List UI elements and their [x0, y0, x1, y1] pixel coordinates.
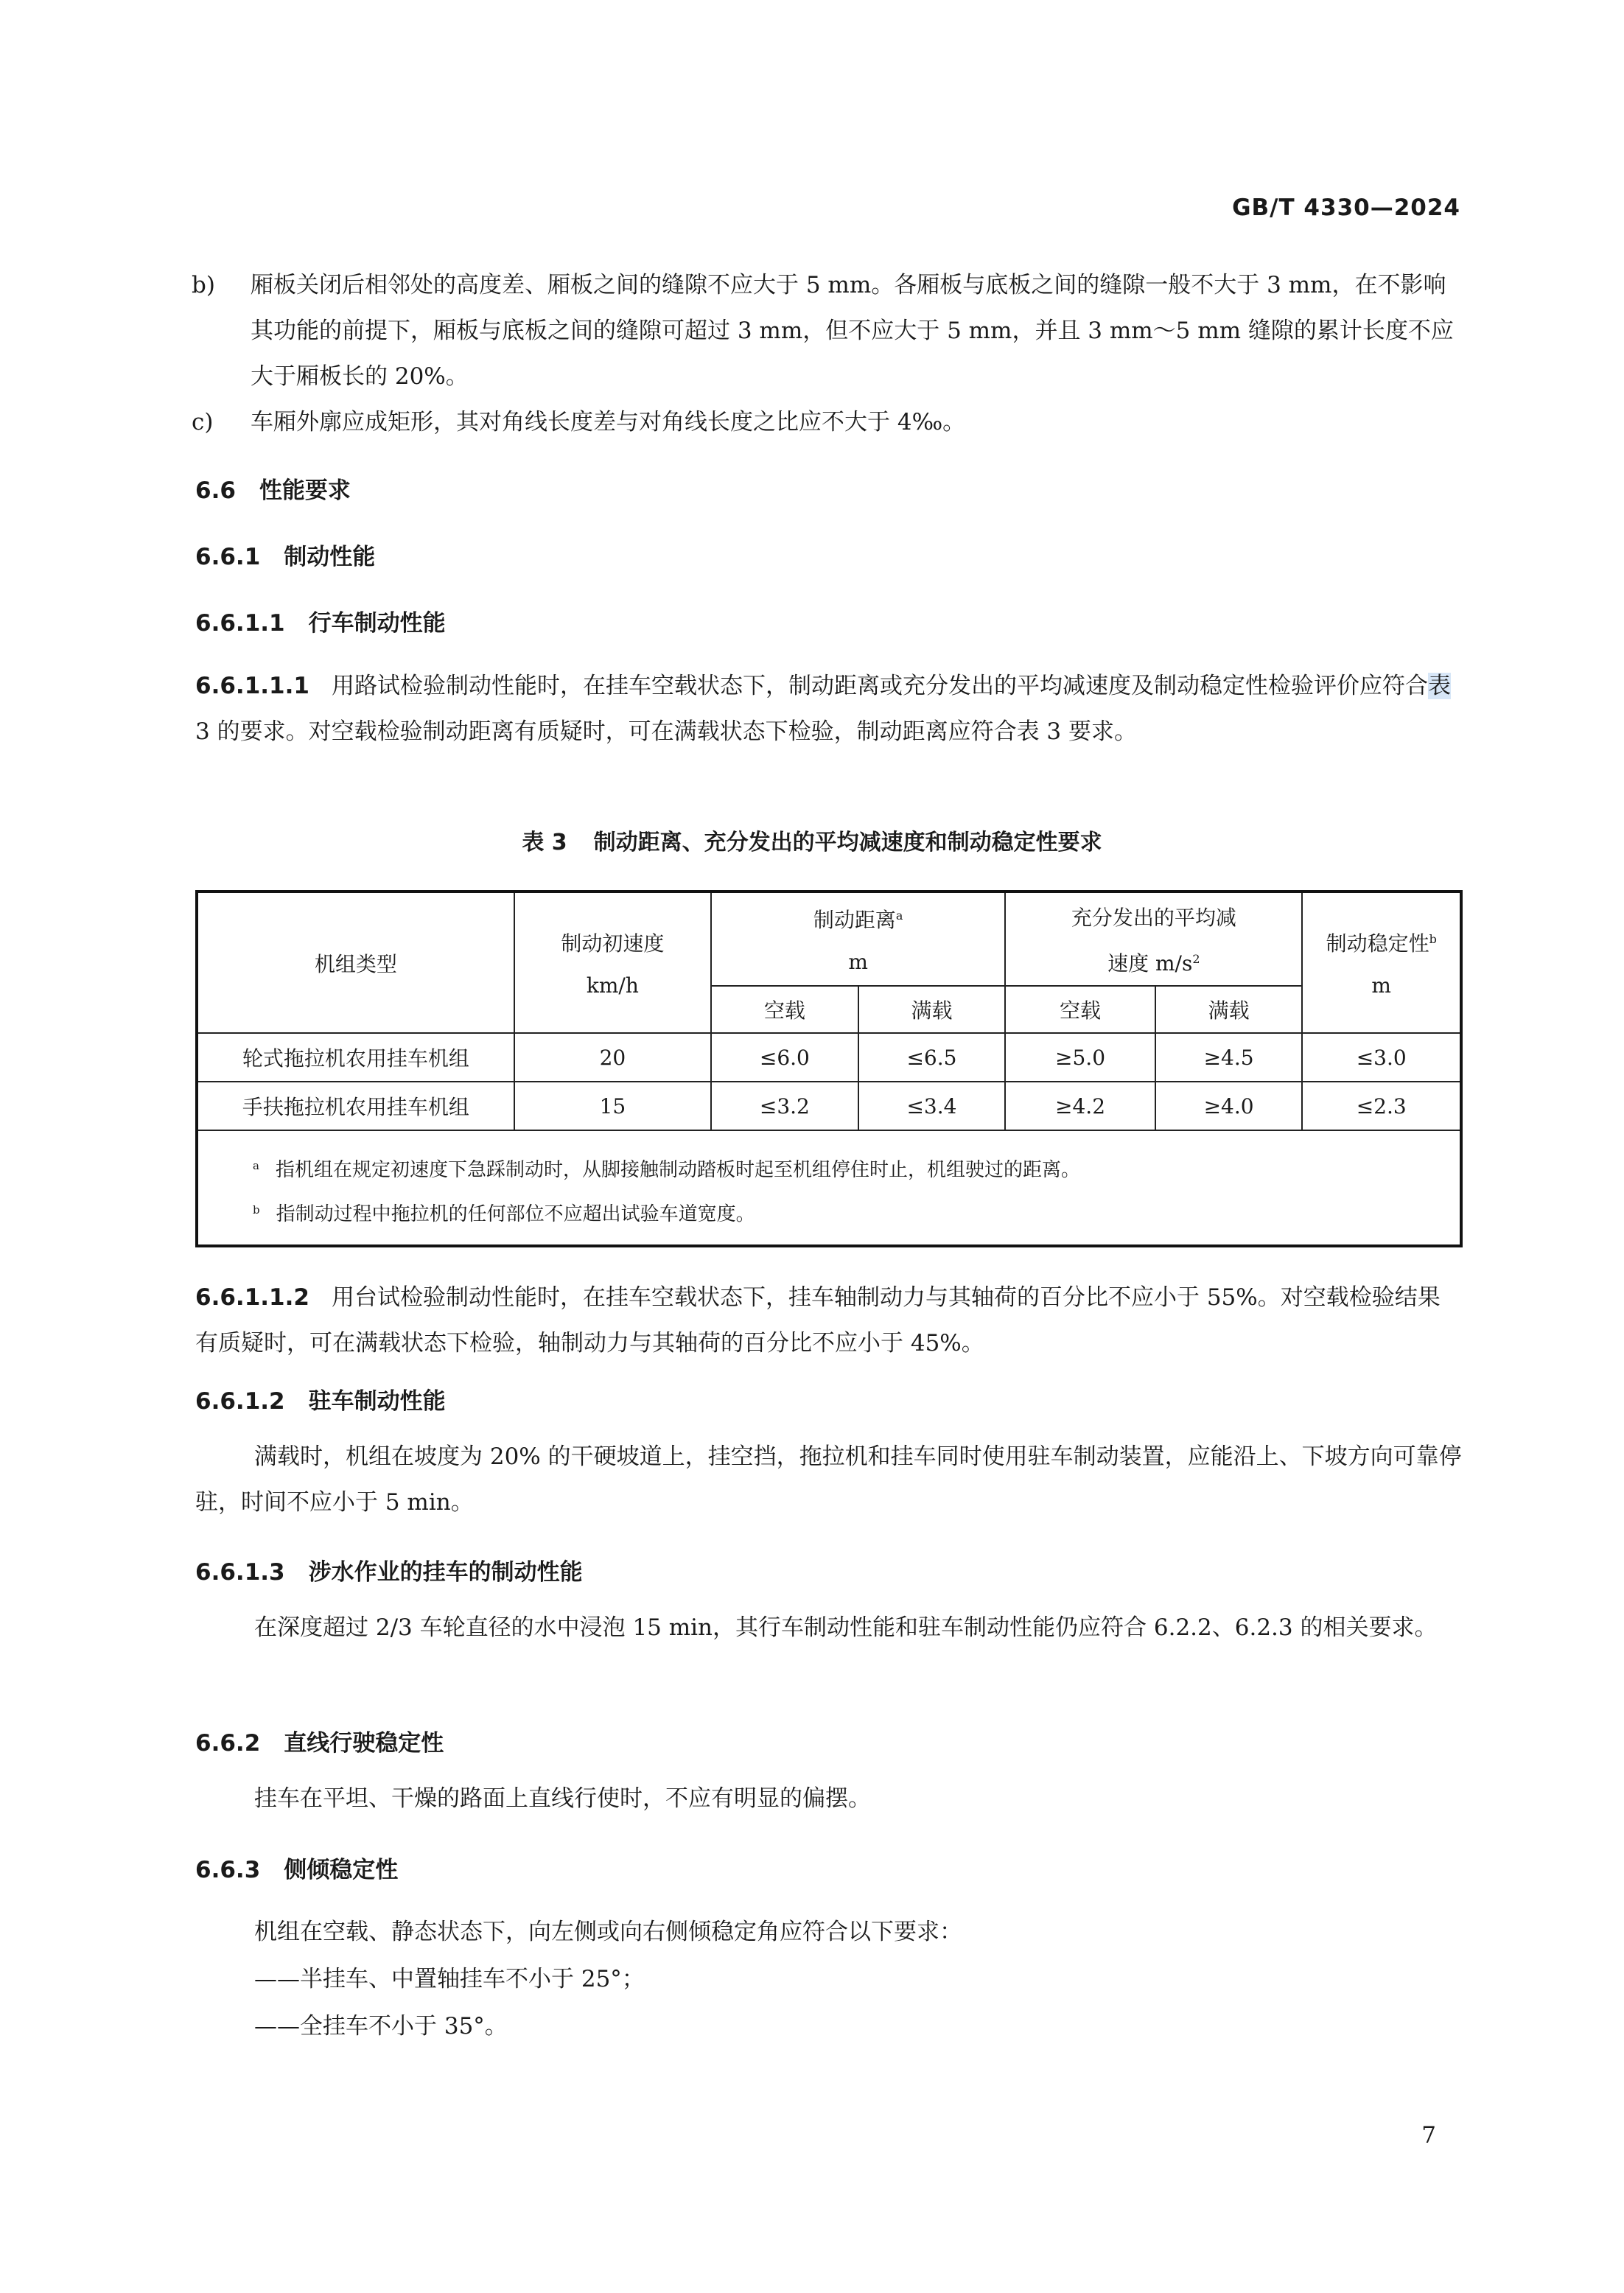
clause-number: 6.6.1.1.1 — [195, 673, 309, 699]
note-text: 指制动过程中拖拉机的任何部位不应超出试验车道宽度。 — [276, 1203, 755, 1225]
heading-text: 性能要求 — [259, 477, 351, 504]
heading-number: 6.6.1.3 — [195, 1559, 285, 1586]
clause-text: 用台试检验制动性能时，在挂车空载状态下，挂车轴制动力与其轴荷的百分比不应小于 55%。对空载检验结果有质疑时，可在满载状态下检验，轴制动力与其轴荷的百分比不应小于 45%。 — [195, 1284, 1441, 1356]
clause-6-6-1-1-1 — [195, 663, 1463, 755]
table-row — [197, 1033, 1461, 1082]
table-reference-link[interactable]: 表 — [1427, 673, 1451, 699]
paragraph-wading: 在深度超过 2/3 车轮直径的水中浸泡 15 min，其行车制动性能和驻车制动性能仍应符合 6.2.2、6.2.3 的相关要求。 — [254, 1614, 1438, 1641]
speed-unit: km/h — [586, 973, 639, 998]
heading-text: 行车制动性能 — [308, 610, 446, 637]
cell-speed: 15 — [514, 1082, 711, 1130]
stability-label: 制动稳定性 — [1326, 931, 1429, 956]
cell-distance-empty: ≤6.0 — [711, 1033, 858, 1082]
heading-6-6-1-3 — [195, 1553, 583, 1586]
heading-number: 6.6.1 — [195, 544, 261, 570]
clause-number: 6.6.1.1.2 — [195, 1284, 309, 1311]
cell-distance-full: ≤6.5 — [858, 1033, 1006, 1082]
page-number: 7 — [1421, 2122, 1436, 2149]
cell-distance-full: ≤3.4 — [858, 1082, 1006, 1130]
list-item-b — [192, 262, 1462, 399]
sub-header-decel-full: 满载 — [1155, 986, 1303, 1033]
heading-text: 涉水作业的挂车的制动性能 — [308, 1559, 583, 1586]
decel-exponent: 2 — [1192, 951, 1200, 966]
cell-decel-full: ≥4.0 — [1155, 1082, 1303, 1130]
braking-requirements-table — [195, 890, 1463, 1247]
col-header-deceleration — [1005, 892, 1302, 986]
sub-header-distance-empty: 空载 — [711, 986, 858, 1033]
cell-decel-empty: ≥5.0 — [1005, 1033, 1155, 1082]
cell-speed: 20 — [514, 1033, 711, 1082]
stability-footnote-mark: b — [1429, 932, 1437, 946]
table-note-a — [253, 1146, 1460, 1190]
heading-number: 6.6.2 — [195, 1730, 261, 1757]
stability-unit: m — [1371, 973, 1391, 998]
table-notes-row — [197, 1130, 1461, 1246]
cell-type: 轮式拖拉机农用挂车机组 — [197, 1033, 514, 1082]
list-marker-b: b) — [192, 272, 215, 298]
table-number: 表 3 — [522, 830, 567, 855]
note-text: 指机组在规定初速度下急踩制动时，从脚接触制动踏板时起至机组停住时止，机组驶过的距离。 — [275, 1159, 1080, 1181]
heading-6-6 — [195, 472, 351, 505]
cell-stability: ≤2.3 — [1302, 1082, 1461, 1130]
heading-text: 制动性能 — [284, 544, 376, 570]
heading-number: 6.6 — [195, 477, 236, 504]
heading-number: 6.6.1.2 — [195, 1388, 285, 1415]
cell-decel-empty: ≥4.2 — [1005, 1082, 1155, 1130]
table-caption — [0, 824, 1624, 856]
heading-6-6-1-2 — [195, 1382, 446, 1415]
speed-label: 制动初速度 — [561, 931, 665, 956]
col-header-speed — [514, 892, 711, 1033]
col-header-distance — [711, 892, 1005, 986]
list-text-b: 厢板关闭后相邻处的高度差、厢板之间的缝隙不应大于 5 mm。各厢板与底板之间的缝隙一般不大于 3 mm，在不影响其功能的前提下，厢板与底板之间的缝隙可超过 3 mm，但不应大于 5 mm，并且 3 mm～5 mm 缝隙的累计长度不应大于厢板长的 20%。 — [251, 272, 1454, 390]
roll-stability-item-2: ——全挂车不小于 35°。 — [254, 2013, 508, 2040]
list-text-c: 车厢外廓应成矩形，其对角线长度差与对角线长度之比应不大于 4‰。 — [251, 409, 966, 435]
clause-6-6-1-1-2 — [195, 1275, 1463, 1366]
heading-6-6-1 — [195, 538, 375, 571]
list-marker-c: c) — [192, 409, 214, 435]
decel-label-1: 充分发出的平均减 — [1071, 905, 1236, 930]
heading-text: 驻车制动性能 — [308, 1388, 446, 1415]
heading-6-6-3 — [195, 1851, 398, 1884]
cell-decel-full: ≥4.5 — [1155, 1033, 1303, 1082]
paragraph-parking-brake: 满载时，机组在坡度为 20% 的干硬坡道上，挂空挡，拖拉机和挂车同时使用驻车制动装置，应能沿上、下坡方向可靠停驻，时间不应小于 5 min。 — [195, 1443, 1462, 1516]
col-header-type: 机组类型 — [197, 892, 514, 1033]
table-notes — [197, 1130, 1461, 1246]
clause-text: 用路试检验制动性能时，在挂车空载状态下，制动距离或充分发出的平均减速度及制动稳定性检验评价应符合 — [331, 673, 1428, 699]
sub-header-distance-full: 满载 — [858, 986, 1006, 1033]
list-item-c — [192, 399, 1462, 445]
clause-text-cont: 3 的要求。对空载检验制动距离有质疑时，可在满载状态下检验，制动距离应符合表 3 要求。 — [195, 718, 1138, 745]
paragraph-straight-line: 挂车在平坦、干燥的路面上直线行使时，不应有明显的偏摆。 — [254, 1785, 871, 1812]
table-title-text: 制动距离、充分发出的平均减速度和制动稳定性要求 — [593, 830, 1102, 855]
cell-type: 手扶拖拉机农用挂车机组 — [197, 1082, 514, 1130]
roll-stability-item-1: ——半挂车、中置轴挂车不小于 25°； — [254, 1966, 645, 1992]
heading-6-6-2 — [195, 1724, 444, 1757]
distance-footnote-mark: a — [895, 909, 903, 923]
paragraph-roll-stability-intro: 机组在空载、静态状态下，向左侧或向右侧倾稳定角应符合以下要求： — [254, 1919, 962, 1945]
decel-label-2: 速度 m/s — [1107, 951, 1193, 976]
cell-distance-empty: ≤3.2 — [711, 1082, 858, 1130]
note-mark: b — [253, 1203, 260, 1216]
heading-text: 直线行驶稳定性 — [284, 1730, 444, 1757]
note-mark: a — [253, 1159, 259, 1172]
col-header-stability — [1302, 892, 1461, 1033]
heading-text: 侧倾稳定性 — [284, 1857, 399, 1883]
standard-code: GB/T 4330—2024 — [1232, 195, 1460, 221]
table-note-b — [253, 1190, 1460, 1234]
heading-number: 6.6.1.1 — [195, 610, 285, 637]
table-row — [197, 1082, 1461, 1130]
distance-unit: m — [848, 950, 868, 974]
heading-6-6-1-1 — [195, 604, 446, 637]
distance-label: 制动距离 — [813, 908, 896, 932]
cell-stability: ≤3.0 — [1302, 1033, 1461, 1082]
heading-number: 6.6.3 — [195, 1857, 261, 1883]
sub-header-decel-empty: 空载 — [1005, 986, 1155, 1033]
